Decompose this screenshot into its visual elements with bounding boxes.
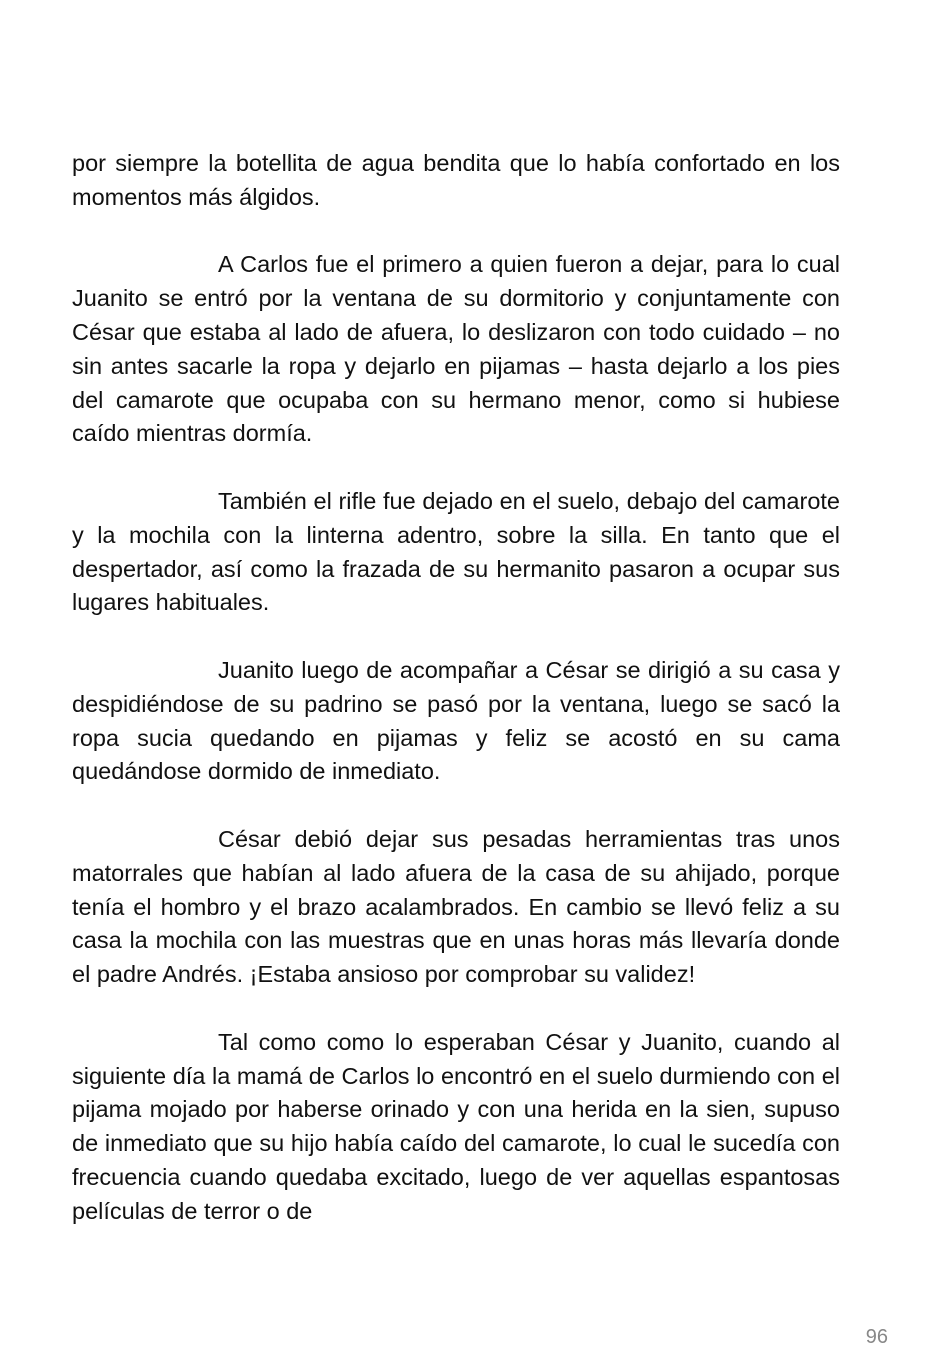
- paragraph-5: César debió dejar sus pesadas herramientas tras unos matorrales que habían al lado afuera de la casa de su ahijado, porque tenía el hombro y el brazo acalambrados. En cambio se llevó feliz a su casa la mochila con las muestras que en unas horas más llevaría donde el padre Andrés. ¡Estaba ansioso por comprobar su validez!: [72, 825, 840, 988]
- paragraph-4: Juanito luego de acompañar a César se dirigió a su casa y despidiéndose de su padrino se pasó por la ventana, luego se sacó la ropa sucia quedando en pijamas y feliz se acostó en su cama quedándose dormido de inmediato.: [72, 656, 840, 785]
- paragraph-3: También el rifle fue dejado en el suelo, debajo del camarote y la mochila con la linterna adentro, sobre la silla. En tanto que el despertador, así como la frazada de su hermanito pasaron a ocupar sus lugares habituales.: [72, 487, 840, 616]
- paragraph-2: A Carlos fue el primero a quien fueron a dejar, para lo cual Juanito se entró por la ventana de su dormitorio y conjuntamente con César que estaba al lado de afuera, lo deslizaron con todo cuidado – no sin antes sacarle la ropa y dejarlo en pijamas – hasta dejarlo a los pies del camarote que ocupaba con su hermano menor, como si hubiese caído mientras dormía.: [72, 251, 840, 447]
- paragraph-6: Tal como como lo esperaban César y Juanito, cuando al siguiente día la mamá de Carlos lo encontró en el suelo durmiendo con el pijama mojado por haberse orinado y con una herida en la sien, supuso de inmediato que su hijo había caído del camarote, lo cual le sucedía con frecuencia cuando quedaba excitado, luego de ver aquellas espantosas películas de terror o de: [72, 1028, 840, 1224]
- page-body-text: [72, 147, 840, 1262]
- paragraph-1: por siempre la botellita de agua bendita que lo había confortado en los momentos más álgidos.: [72, 150, 840, 210]
- page-number: 96: [865, 1326, 888, 1348]
